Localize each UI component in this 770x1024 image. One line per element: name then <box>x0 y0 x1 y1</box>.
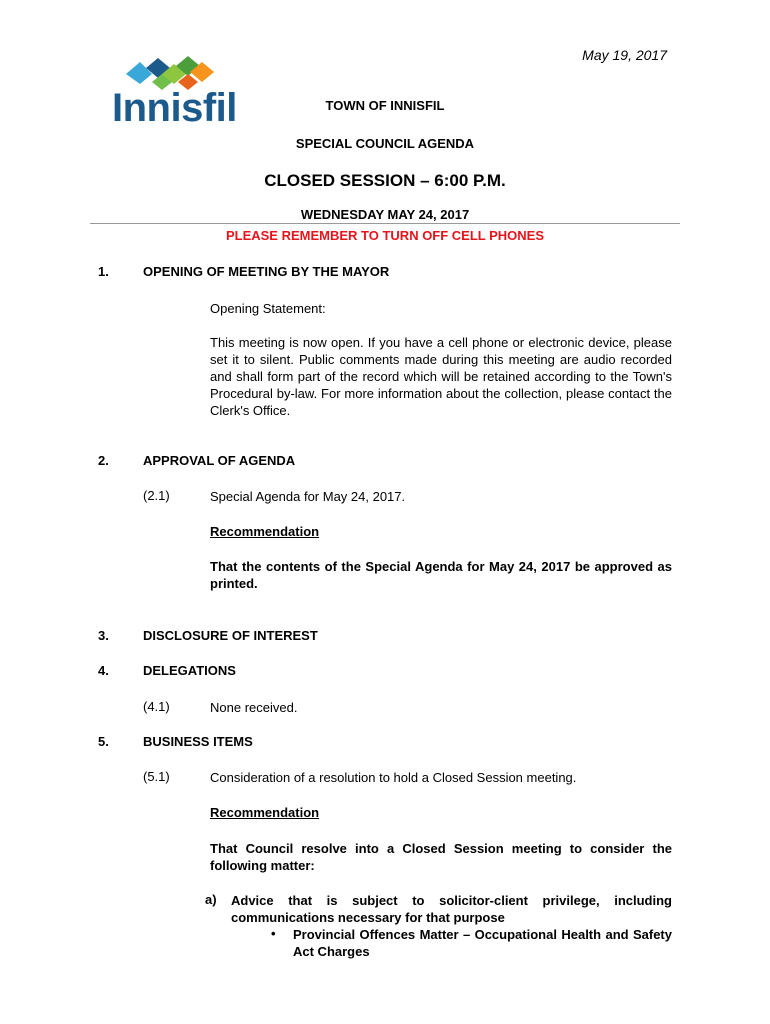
logo-wordmark: Innisfil <box>112 86 237 130</box>
opening-statement-label: Opening Statement: <box>210 301 326 316</box>
bullet-icon: • <box>271 926 276 941</box>
session-title: CLOSED SESSION – 6:00 P.M. <box>264 171 506 190</box>
opening-statement-text: This meeting is now open. If you have a cell phone or electronic device, please set it to silent. Public comments made during this meeting are audio recorded and shall form part of the record which will be retained according to the Town's Procedural by-law. For more information about the collection, please contact the Clerk's Office. <box>210 335 672 418</box>
section-3-number: 3. <box>98 628 109 643</box>
section-3-title: DISCLOSURE OF INTEREST <box>143 628 318 643</box>
section-4-number: 4. <box>98 663 109 678</box>
header-divider <box>90 223 680 224</box>
item-5-1-number: (5.1) <box>143 769 170 784</box>
cell-phone-reminder: PLEASE REMEMBER TO TURN OFF CELL PHONES <box>225 228 545 243</box>
section-4-title: DELEGATIONS <box>143 663 236 678</box>
item-5-1-text: Consideration of a resolution to hold a Closed Session meeting. <box>210 770 577 785</box>
agenda-title: SPECIAL COUNCIL AGENDA <box>295 136 475 151</box>
section-2-number: 2. <box>98 453 109 468</box>
document-date: May 19, 2017 <box>582 47 667 63</box>
item-2-1-text: Special Agenda for May 24, 2017. <box>210 489 406 504</box>
section-1-number: 1. <box>98 264 109 279</box>
section-5-title: BUSINESS ITEMS <box>143 734 253 749</box>
item-4-1-text: None received. <box>210 700 298 715</box>
section-5-number: 5. <box>98 734 109 749</box>
recommendation-text-2: That the contents of the Special Agenda for May 24, 2017 be approved as printed. <box>210 559 672 591</box>
recommendation-label-2: Recommendation <box>210 524 320 539</box>
town-name: TOWN OF INNISFIL <box>325 98 445 113</box>
meeting-date: WEDNESDAY MAY 24, 2017 <box>300 207 470 222</box>
point-a-label: a) <box>205 892 217 907</box>
section-2-title: APPROVAL OF AGENDA <box>143 453 296 468</box>
bullet-text: Provincial Offences Matter – Occupational Health and Safety Act Charges <box>293 927 672 959</box>
recommendation-text-5: That Council resolve into a Closed Session meeting to consider the following matter: <box>210 841 672 873</box>
item-2-1-number: (2.1) <box>143 488 170 503</box>
section-1-title: OPENING OF MEETING BY THE MAYOR <box>143 264 390 279</box>
recommendation-label-5: Recommendation <box>210 805 320 820</box>
item-4-1-number: (4.1) <box>143 699 170 714</box>
point-a-text: Advice that is subject to solicitor-client privilege, including communications necessary for that purpose <box>231 893 672 925</box>
